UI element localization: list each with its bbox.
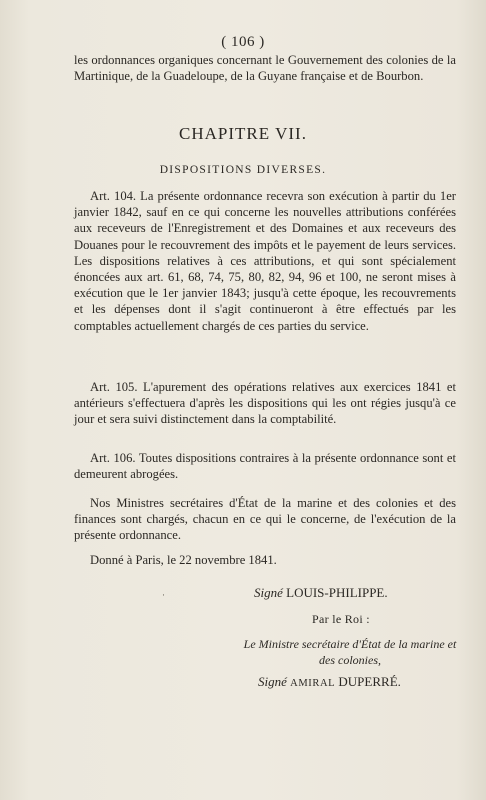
ministers-paragraph: Nos Ministres secrétaires d'État de la marine et des colonies et des finances sont chargés, chacun en ce qui le concerne, de l'exécution de la présente ordonnance. [74,496,456,543]
chapter-title: CHAPITRE VII. [179,124,307,143]
signature-prefix: Signé [258,674,287,689]
par-le-roi: Par le Roi : [312,612,370,626]
signature-name: DUPERRÉ. [338,674,401,689]
section-title: DISPOSITIONS DIVERSES. [159,164,327,176]
page-number: ( 106 ) [221,34,265,50]
signature-rank: AMIRAL [290,678,336,689]
minister-title: Le Ministre secrétaire d'État de la marine et des colonies, [243,637,457,667]
signature-name: LOUIS-PHILIPPE. [286,585,388,600]
minister-signature [258,674,401,690]
continuation-paragraph: les ordonnances organiques concernant le Gouvernement des colonies de la Martinique, de la Guadeloupe, de la Guyane française et de Bourbon. [74,53,456,84]
decorative-dot: · [162,590,165,600]
king-signature [254,585,388,601]
signature-prefix: Signé [254,585,283,600]
article-105: Art. 105. L'apurement des opérations relatives aux exercices 1841 et antérieurs s'effectuera d'après les dispositions qui les ont régies jusqu'à ce jour et sera suivi distinctement dans la comptabilité. [74,380,456,427]
article-104: Art. 104. La présente ordonnance recevra son exécution à partir du 1er janvier 1842, sauf en ce qui concerne les nouvelles attributions conférées aux receveurs de l'Enregistrement et des Domaines et aux receveurs des Douanes pour le recouvrement des impôts et le payement de leurs services. Les dispositions relatives à ces attributions, et qui sont spécialement énoncées aux art. 61, 68, 74, 75, 80, 82, 94, 96 et 100, ne seront mises à exécution que le 1er janvier 1843; jusqu'à cette époque, les recouvrements et les dépenses dont il s'agit continueront à être effectués par les comptables actuellement chargés de ces parties du service. [74,189,456,333]
article-106: Art. 106. Toutes dispositions contraires à la présente ordonnance sont et demeurent abrogées. [74,451,456,482]
date-line: Donné à Paris, le 22 novembre 1841. [90,553,277,567]
